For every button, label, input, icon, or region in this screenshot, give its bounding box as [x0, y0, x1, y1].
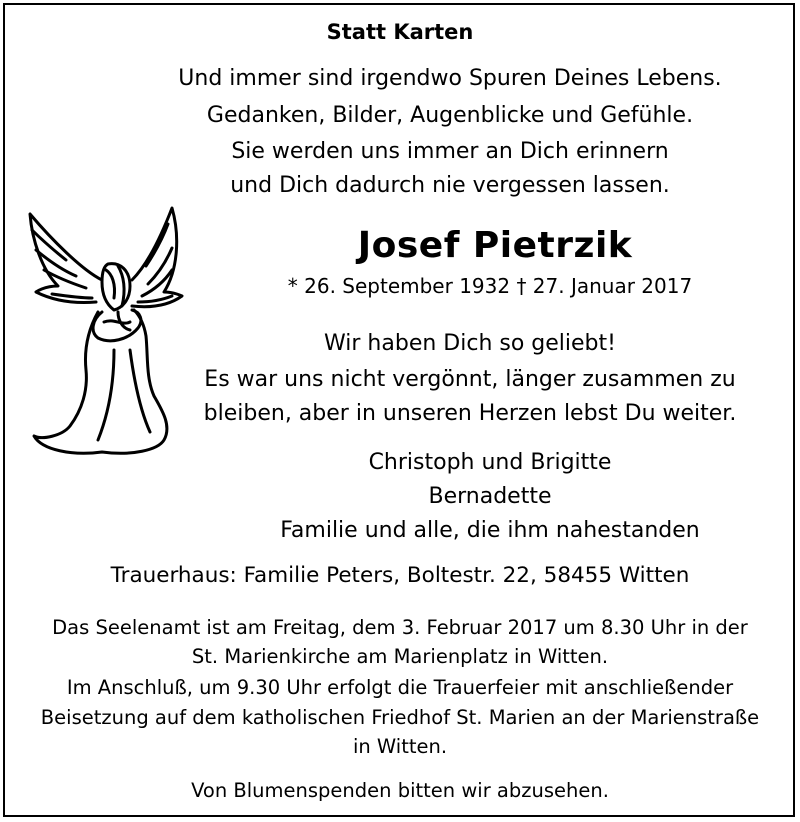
poem-line-4: und Dich dadurch nie vergessen lassen. — [230, 173, 670, 198]
service-line-1: Das Seelenamt ist am Freitag, dem 3. Februar 2017 um 8.30 Uhr in der — [52, 616, 748, 639]
mourner-line-3: Familie und alle, die ihm nahestanden — [280, 518, 700, 543]
service-line-4: Beisetzung auf dem katholischen Friedhof St. Marien an der Marienstraße — [40, 706, 760, 729]
angel-right-wing — [132, 208, 182, 307]
mourning-house-address: Trauerhaus: Familie Peters, Boltestr. 22, 58455 Witten — [110, 563, 690, 588]
mourner-line-1: Christoph und Brigitte — [368, 450, 612, 475]
service-line-2: St. Marienkirche am Marienplatz in Witten. — [191, 645, 609, 668]
mourner-line-2: Bernadette — [428, 484, 552, 509]
poem-line-1: Und immer sind irgendwo Spuren Deines Lebens. — [178, 66, 722, 91]
angel-robe-folds — [98, 350, 150, 440]
poem-line-2: Gedanken, Bilder, Augenblicke und Gefühle. — [206, 103, 694, 128]
quote-line-1: Wir haben Dich so geliebt! — [324, 331, 616, 356]
service-line-5: in Witten. — [352, 735, 448, 758]
service-line-3: Im Anschluß, um 9.30 Uhr erfolgt die Trauerfeier mit anschließender — [66, 676, 734, 699]
quote-line-2: Es war uns nicht vergönnt, länger zusammen zu — [204, 367, 736, 392]
life-dates: * 26. September 1932 † 27. Januar 2017 — [287, 274, 693, 298]
angel-arms — [93, 310, 141, 341]
angel-hair — [106, 266, 124, 306]
quote-line-3: bleiben, aber in unseren Herzen lebst Du weiter. — [203, 401, 737, 426]
closing-note: Von Blumenspenden bitten wir abzusehen. — [191, 779, 609, 802]
poem-line-3: Sie werden uns immer an Dich erinnern — [231, 139, 669, 164]
angel-right-wing-feathers — [138, 224, 172, 302]
deceased-name: Josef Pietrzik — [357, 225, 633, 266]
notice-heading: Statt Karten — [326, 20, 474, 44]
